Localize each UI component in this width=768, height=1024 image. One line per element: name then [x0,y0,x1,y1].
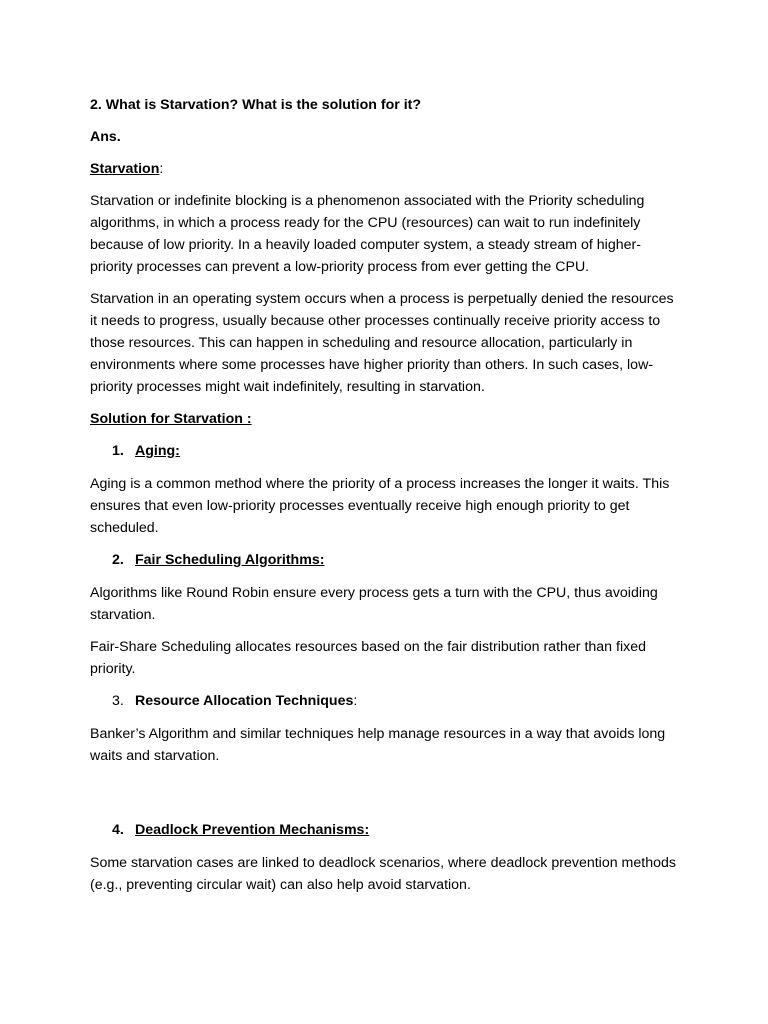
question-heading: 2. What is Starvation? What is the solution for it? [90,97,422,113]
solution-item-resource-allocation [90,690,680,712]
paragraph-definition: Starvation or indefinite blocking is a phenomenon associated with the Priority scheduling algorithms, in which a process ready for the CPU (resources) can wait to run indefinitely because of low priority. In a heavily loaded computer system, a steady stream of higher-priority processes can prevent a low-priority process from ever getting the CPU. [90,193,645,275]
list-number: 3. [112,693,124,709]
paragraph-explanation: Starvation in an operating system occurs when a process is perpetually denied the resources it needs to progress, usually because other processes continually receive priority access to those resources. This can happen in scheduling and resource allocation, particularly in environments where some processes have higher priority than others. In such cases, low-priority processes might wait indefinitely, resulting in starvation. [90,291,674,395]
solution-heading: Solution for Starvation : [90,411,252,427]
list-number: 4. [112,822,124,838]
starvation-heading: Starvation [90,161,160,177]
list-number: 1. [112,443,124,459]
round-robin-description: Algorithms like Round Robin ensure every process gets a turn with the CPU, thus avoiding starvation. [90,585,658,623]
fair-share-description: Fair-Share Scheduling allocates resources based on the fair distribution rather than fixed priority. [90,639,646,677]
blank-space [90,777,680,819]
starvation-colon: : [159,161,164,177]
solution-item-title: Resource Allocation Techniques [135,693,354,709]
solution-item-suffix: : [353,693,358,709]
deadlock-description: Some starvation cases are linked to deadlock scenarios, where deadlock prevention methods (e.g., preventing circular wait) can also help avoid starvation. [90,855,676,893]
aging-description: Aging is a common method where the priority of a process increases the longer it waits. This ensures that even low-priority processes eventually receive high enough priority to get scheduled. [90,476,670,536]
answer-label: Ans. [90,129,121,145]
solution-item-deadlock-prevention [90,819,680,841]
solution-item-fair-scheduling [90,549,680,571]
solution-item-title: Fair Scheduling Algorithms: [135,552,325,568]
solution-item-title: Aging: [135,443,180,459]
bankers-description: Banker’s Algorithm and similar techniques help manage resources in a way that avoids long waits and starvation. [90,726,666,764]
solution-item-aging [90,440,680,462]
list-number: 2. [112,552,124,568]
document-page [90,94,680,906]
starvation-heading-line [90,158,680,180]
solution-item-title: Deadlock Prevention Mechanisms: [135,822,370,838]
